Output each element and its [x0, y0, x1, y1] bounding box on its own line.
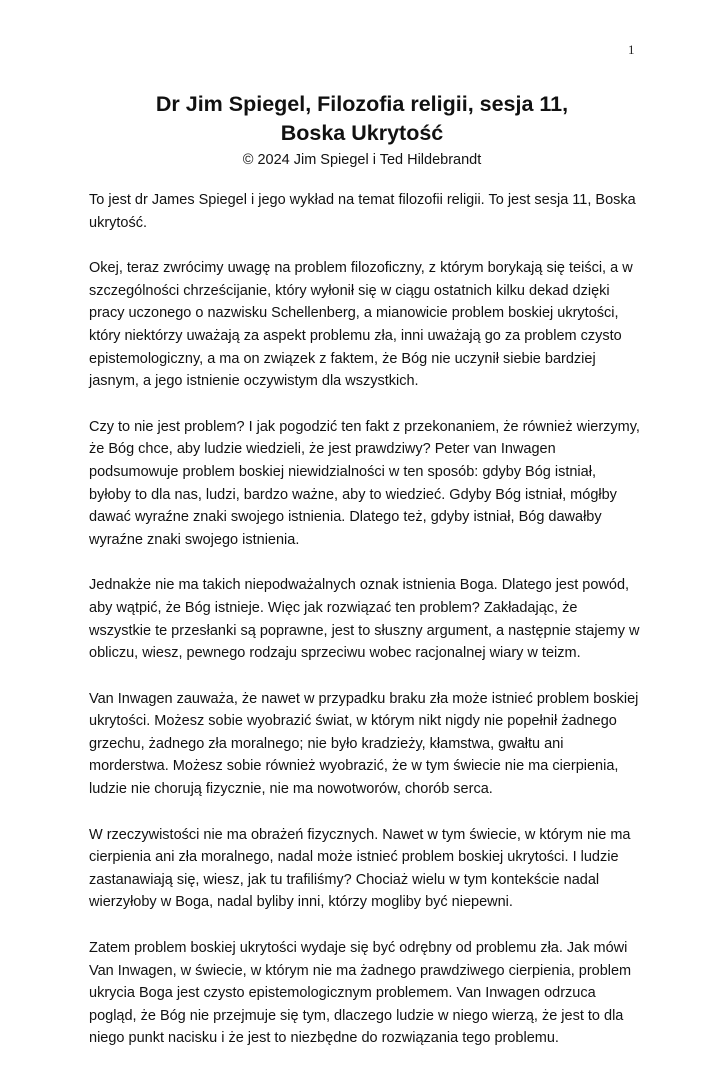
- paragraph-1: To jest dr James Spiegel i jego wykład na temat filozofii religii. To jest sesja 11, Boska ukrytość.: [89, 192, 636, 231]
- page-number: 1: [628, 42, 635, 57]
- copyright-notice: © 2024 Jim Spiegel i Ted Hildebrandt: [242, 152, 482, 168]
- paragraph-4: Jednakże nie ma takich niepodważalnych oznak istnienia Boga. Dlatego jest powód, aby wątpić, że Bóg istnieje. Więc jak rozwiązać ten problem? Zakładając, że wszystkie te przesłanki są poprawne, jest to słuszny argument, a następnie stajemy w obliczu, wiesz, pewnego rodzaju sprzeciwu wobec racjonalnej wiary w teizm.: [89, 577, 640, 662]
- paragraph-5: Van Inwagen zauważa, że nawet w przypadku braku zła może istnieć problem boskiej ukrytości. Możesz sobie wyobrazić świat, w którym nikt nigdy nie popełnił żadnego grzechu, żadnego zła moralnego; nie było kradzieży, kłamstwa, gwałtu ani morderstwa. Możesz sobie również wyobrazić, że w tym świecie nie ma cierpienia, ludzie nie chorują fizycznie, nie ma nowotworów, chorób serca.: [89, 690, 639, 798]
- paragraph-2: Okej, teraz zwrócimy uwagę na problem filozoficzny, z którym borykają się teiści, a w szczególności chrześcijanie, który wyłonił się w ciągu ostatnich kilku dekad dzięki pracy uczonego o nazwisku Schellenberg, a mianowicie problem boskiej ukrytości, który niektórzy uważają za aspekt problemu zła, inni uważają go za problem czysto epistemologiczny, a ma on związek z faktem, że Bóg nie uczynił siebie bardziej jasnym, a jego istnienie oczywistym dla wszystkich.: [89, 260, 633, 390]
- document-header: [0, 90, 724, 170]
- paragraph-3: Czy to nie jest problem? I jak pogodzić ten fakt z przekonaniem, że również wierzymy, że Bóg chce, aby ludzie wiedzieli, że jest prawdziwy? Peter van Inwagen podsumowuje problem boskiej niewidzialności w ten sposób: gdyby Bóg istniał, byłoby to dla nas, ludzi, bardzo ważne, aby to wiedzieć. Gdyby Bóg istniał, mógłby dawać wyraźne znaki swojego istnienia. Dlatego też, gdyby istniał, Bóg dawałby wyraźne znaki swojego istnienia.: [89, 418, 640, 548]
- paragraph-6: W rzeczywistości nie ma obrażeń fizycznych. Nawet w tym świecie, w którym nie ma cierpienia ani zła moralnego, nadal może istnieć problem boskiej ukrytości. I ludzie zastanawiają się, wiesz, jak tu trafiliśmy? Chociaż wielu w tym kontekście nadal wierzyłoby w Boga, nadal byliby inni, którzy mogliby być niepewni.: [89, 826, 631, 911]
- document-title-line-1: Dr Jim Spiegel, Filozofia religii, sesja 11,: [155, 92, 569, 116]
- document-body: [89, 189, 641, 1073]
- document-title-line-2: Boska Ukrytość: [280, 121, 444, 145]
- paragraph-7: Zatem problem boskiej ukrytości wydaje się być odrębny od problemu zła. Jak mówi Van Inwagen, w świecie, w którym nie ma żadnego prawdziwego cierpienia, problem ukrycia Boga jest czysto epistemologicznym problemem. Van Inwagen odrzuca pogląd, że Bóg nie przejmuje się tym, dlaczego ludzie w niego wierzą, że jest to dla niego punkt nacisku i że jest to niezbędne do rozwiązania tego problemu.: [89, 940, 632, 1047]
